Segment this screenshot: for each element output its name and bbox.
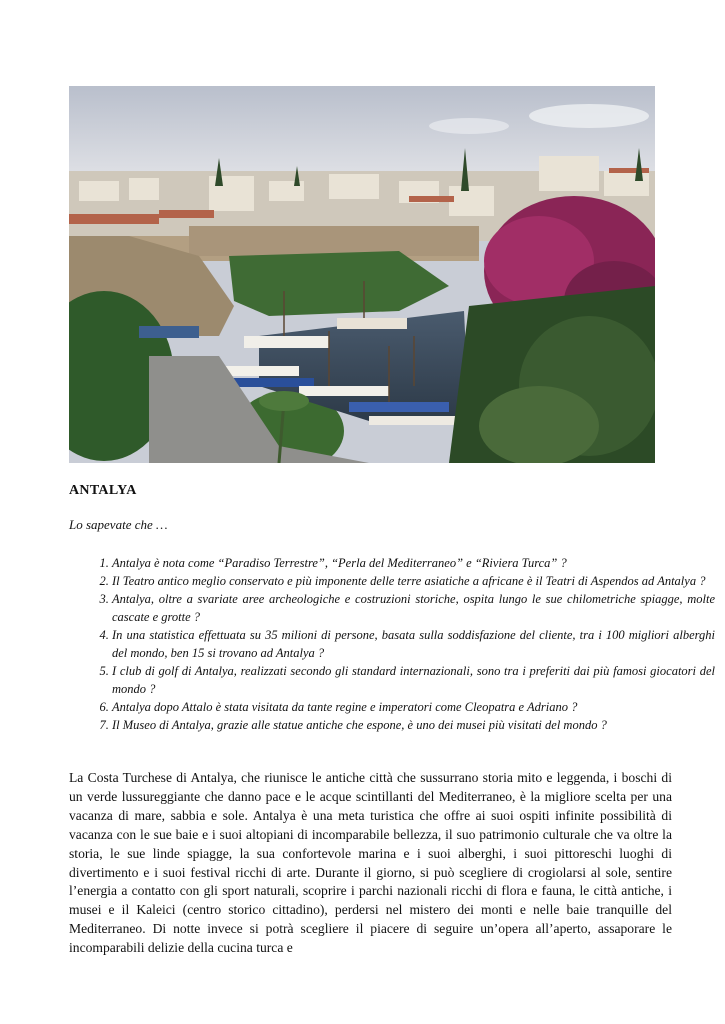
list-item: 1. Antalya è nota come “Paradiso Terrestre”, “Perla del Mediterraneo” e “Riviera Turca” ? [112, 554, 715, 572]
list-item: 6. Antalya dopo Attalo è stata visitata da tante regine e imperatori come Cleopatra e Adriano ? [112, 698, 715, 716]
list-item: 3. Antalya, oltre a svariate aree archeologiche e costruzioni storiche, ospita lungo le sue chilometriche spiagge, molte cascate e grotte ? [112, 590, 715, 626]
intro-line: Lo sapevate che … [69, 517, 168, 532]
page-title: ANTALYA [69, 483, 137, 498]
facts-list [69, 554, 715, 734]
antalya-harbor-photo [69, 86, 655, 463]
harbor-photo-illustration [69, 86, 655, 463]
body-paragraph: La Costa Turchese di Antalya, che riunisce le antiche città che sussurrano storia mito e leggenda, i boschi di un verde lussureggiante che danno pace e le acque scintillanti del Mediterraneo, è la migliore scelta per una vacanza di mare, sabbia e sole. Antalya è una meta turistica che offre ai suoi ospiti infinite possibilità di vacanza con le sue baie e i suoi altopiani di incomparabile bellezza, il suo patrimonio culturale che va oltre la storia, le sue linde spiagge, la sua confortevole marina e i suoi alberghi, i suoi pittoreschi luoghi di divertimento e i suoi festival ricchi di arte. Durante il giorno, si può scegliere di crogiolarsi al sole, sentire l’energia a contatto con gli sport naturali, scoprire i parchi nazionali ricchi di flora e fauna, le città antiche, i musei e il Kaleici (centro storico cittadino), perdersi nel mistero dei monti e nelle baie tranquille del Mediterraneo. Di notte invece si potrà scegliere il piacere di seguire un’opera all’aperto, assaporare le incomparabili delizie della cucina turca e [69, 770, 672, 956]
list-item: 2. Il Teatro antico meglio conservato e più imponente delle terre asiatiche a africane è il Teatri di Aspendos ad Antalya ? [112, 572, 715, 590]
list-item: 7. Il Museo di Antalya, grazie alle statue antiche che espone, è uno dei musei più visitati del mondo ? [112, 716, 715, 734]
list-item: 5. I club di golf di Antalya, realizzati secondo gli standard internazionali, sono tra i preferiti dai più famosi giocatori del mondo ? [112, 662, 715, 698]
list-item: 4. In una statistica effettuata su 35 milioni di persone, basata sulla soddisfazione del cliente, tra i 100 migliori alberghi del mondo, ben 15 si trovano ad Antalya ? [112, 626, 715, 662]
